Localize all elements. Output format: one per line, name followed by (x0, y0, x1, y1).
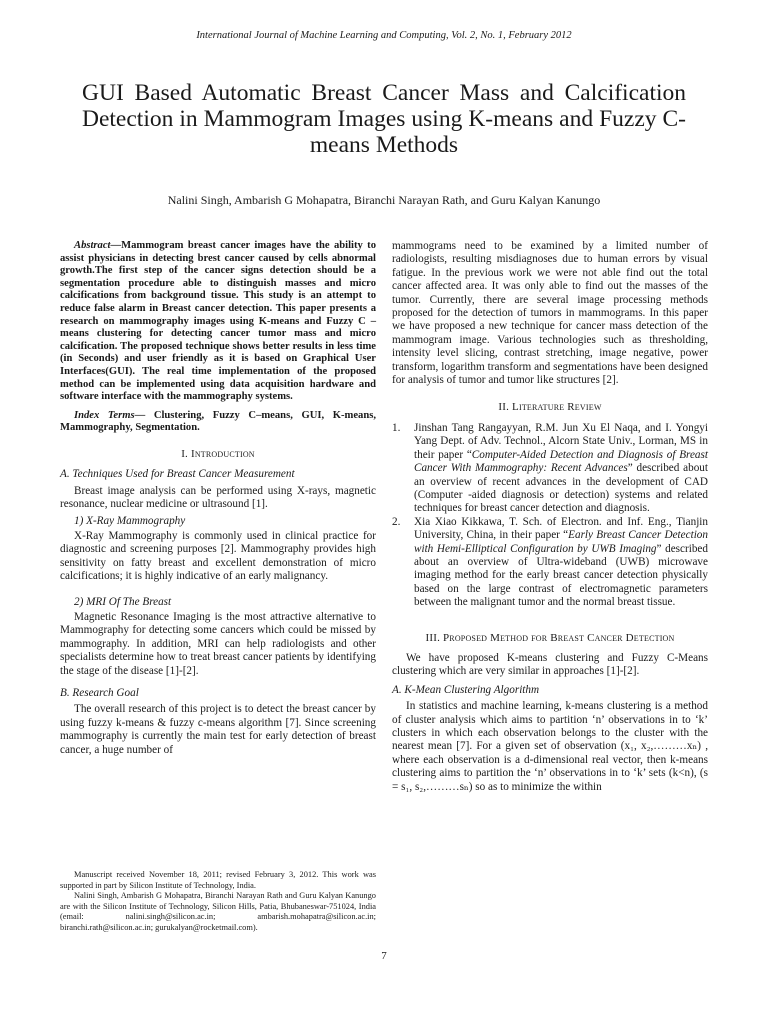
left-column (60, 240, 376, 757)
list-item-number: 1. (392, 421, 401, 434)
paper-title-citation: Early Breast Cancer Detection with Hemi-Elliptical Configuration by UWB Imaging (414, 529, 708, 555)
paper-title-citation: Computer-Aided Detection and Diagnosis of Breast Cancer With Mammography: Recent Advances (414, 448, 708, 475)
subsubsection-heading-xray: 1) X-Ray Mammography (74, 514, 186, 527)
paragraph-mri: Magnetic Resonance Imaging is the most attractive alternative to Mammography for detecting some cancers which could be missed by mammography. In addition, MRI can help radiologists and other specialists determine how to treat breast cancer patients by identifying the stage of the disease [1]-[2]. (60, 610, 376, 677)
abstract-lead: Abstract (74, 240, 111, 251)
index-terms-text: — Clustering, Fuzzy C–means, GUI, K-means, Mammography, Segmentation. (60, 409, 376, 434)
list-item-text: ” described about an overview of recent advances in the development of CAD (Computer -aided diagnosis or detection) systems and related techniques for breast cancer detection and diagnosis. (414, 462, 708, 515)
paragraph-kmeans: In statistics and machine learning, k-means clustering is a method of cluster analysis which aims to partition ‘n’ observations in to ‘k’ clusters in which each observation belongs to the cluster with the nearest mean [7]. For a given set of observation (x₁, x₂,………xₙ) , where each observation is a d-dimensional real vector, then k-means clustering aims to partition the ‘n’ observations in to ‘k’ sets (k<n), (s = s₁, s₂,………sₙ) so as to minimize the within (392, 700, 708, 793)
index-terms (60, 410, 376, 435)
subsubsection-heading-mri: 2) MRI Of The Breast (74, 595, 172, 608)
paper-title: GUI Based Automatic Breast Cancer Mass and Calcification Detection in Mammogram Images using K-means and Fuzzy C-means Methods (82, 80, 686, 158)
right-column (392, 240, 708, 794)
footnote-affiliation: Nalini Singh, Ambarish G Mohapatra, Biranchi Narayan Rath and Guru Kalyan Kanungo are with the Silicon Institute of Technology, Silicon Hills, Patia, Bhubaneswar-751024, India (email: nalini.singh@silicon.ac.in; ambarish.mohapatra@silicon.ac.in; biranchi.rath@silicon.ac.in; gurukalyan@rocketmail.com). (60, 891, 376, 932)
author-list: Nalini Singh, Ambarish G Mohapatra, Biranchi Narayan Rath, and Guru Kalyan Kanungo (167, 193, 601, 207)
abstract-text: —Mammogram breast cancer images have the ability to assist physicians in detecting brest cancer caused by cells abnormal growth.The first step of the cancer signs detection should be a segmentation procedure able to distinguish masses and micro calcifications from background tissue. This study is an attempt to reduce false alarm in Breast cancer detection. This paper presents a research on mammography images using K-means and Fuzzy C – means clustering for detecting cancer tumor mass and micro calcification. The proposed technique shows better results in less time (in Seconds) and user friendly as it is based on Graphical User Interfaces(GUI). The real time implementation of the proposed method can be implemented using data acquisition hardware and software interface with the mammography systems. (60, 240, 376, 403)
list-item (392, 422, 708, 516)
paragraph-techniques: Breast image analysis can be performed using X-rays, magnetic resonance, nuclear medicine or ultrasound [1]. (60, 484, 376, 511)
section-heading-literature-review: II. Literature Review (498, 401, 602, 414)
section-heading-proposed-method: III. Proposed Method for Breast Cancer Detection (425, 631, 675, 644)
list-item (392, 516, 708, 610)
list-item-number: 2. (392, 515, 401, 528)
subsection-heading-research-goal: B. Research Goal (60, 687, 139, 699)
paragraph-research-goal: The overall research of this project is to detect the breast cancer by using fuzzy k-means & fuzzy c-means algorithm [7]. Since screening mammography is currently the main test for early detection of breast cancer, a huge number of (60, 703, 376, 756)
literature-list (392, 422, 708, 610)
subsection-heading-kmeans: A. K-Mean Clustering Algorithm (392, 683, 540, 696)
page-number: 7 (381, 950, 387, 962)
list-item-text: Xia Xiao Kikkawa, T. Sch. of Electron. and Inf. Eng., Tianjin University, China, in their paper “ (414, 515, 708, 542)
list-item-text: Jinshan Tang Rangayyan, R.M. Jun Xu El Naqa, and I. Yongyi Yang Dept. of Adv. Technol., Alcorn State Univ., Lorman, MS in their paper “ (414, 421, 708, 461)
paragraph-proposed-method: We have proposed K-means clustering and Fuzzy C-Means clustering which are very similar in approaches [1]-[2]. (392, 651, 708, 678)
footnote (60, 870, 376, 934)
journal-header: International Journal of Machine Learning and Computing, Vol. 2, No. 1, February 2012 (196, 30, 572, 41)
paragraph-xray: X-Ray Mammography is commonly used in clinical practice for diagnostic and screening purposes [2]. Mammography provides high sensitivity on fatty breast and excellent demonstration of micro calcifications; it is highly indicative of an early malignancy. (60, 529, 376, 583)
section-heading-introduction: I. Introduction (181, 447, 255, 460)
list-item-text: ” described about an overview of Ultra-wideband (UWB) microwave imaging method for the early breast cancer detection physically based on the large contrast of electromagnetic parameters between the malignant tumor and the normal breast tissue. (414, 542, 708, 609)
paragraph-continued: mammograms need to be examined by a limited number of radiologists, resulting misdiagnoses due to human errors by visual fatigue. In the previous work we were not able find out the total cancer affected area. It was only able to find out the masses of the tumor. Currently, there are several image processing methods proposed for the detection of tumors in mammograms. In this paper we have proposed a new technique for cancer mass detection of the mammogram image. Various technologies such as thresholding, intensity level slicing, contrast stretching, image negative, power transform, logarithm transform and segmentations have been designed for analysis of tumor and tumor like structures [2]. (392, 240, 708, 387)
footnote-manuscript: Manuscript received November 18, 2011; revised February 3, 2012. This work was supported in part by Silicon Institute of Technology, India. (60, 870, 376, 890)
abstract (60, 240, 376, 404)
index-terms-lead: Index Terms (74, 409, 135, 421)
subsection-heading-techniques: A. Techniques Used for Breast Cancer Measurement (60, 468, 295, 481)
